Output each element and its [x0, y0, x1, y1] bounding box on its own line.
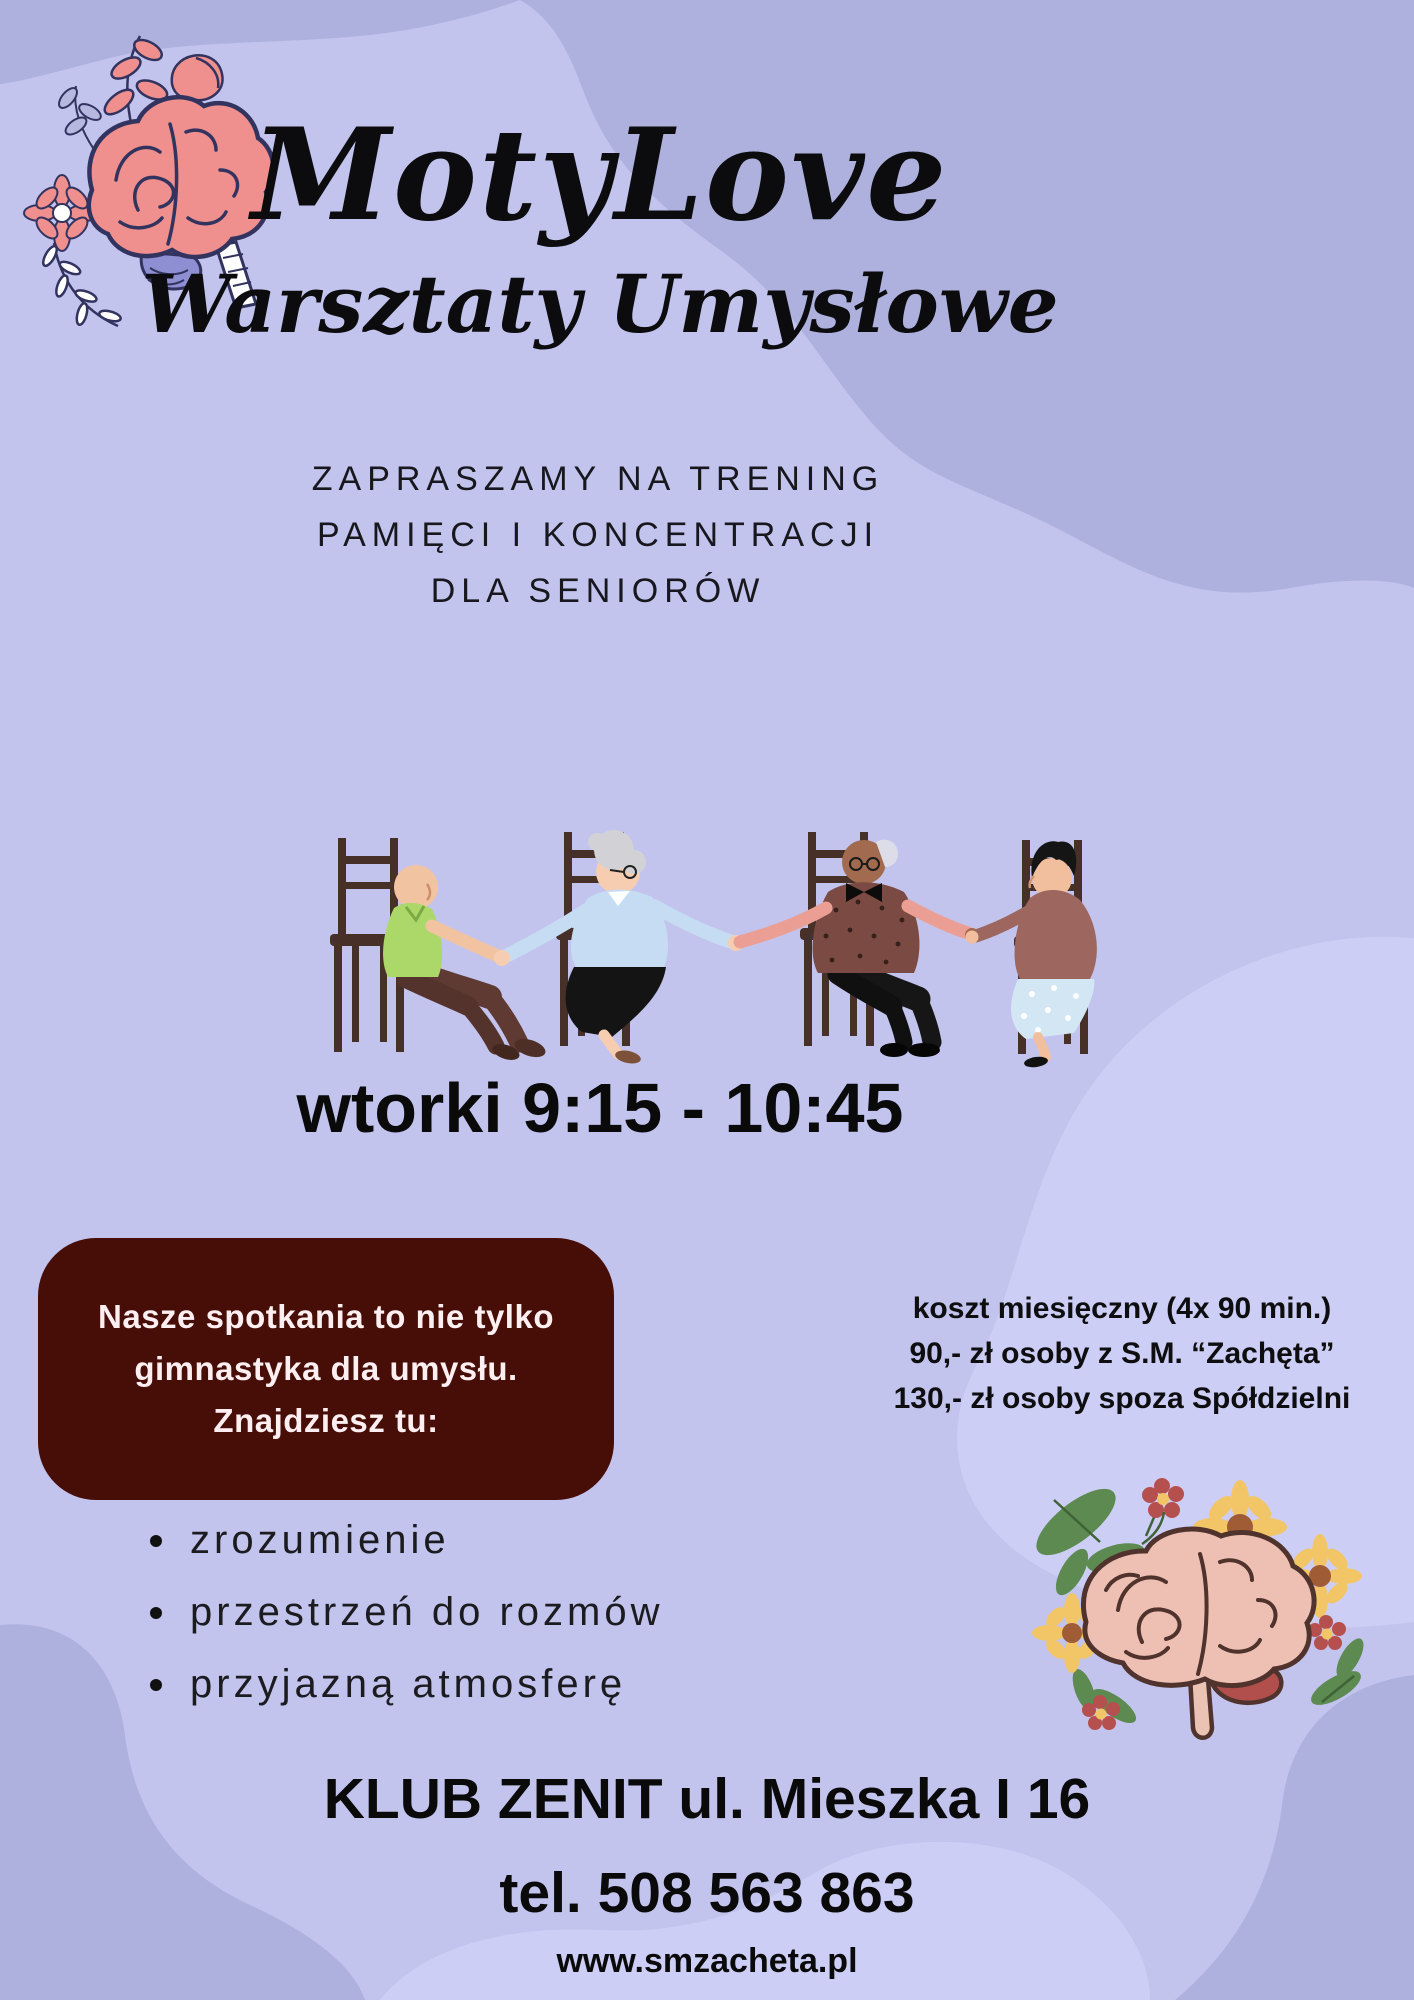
person-grey-haired-woman [494, 830, 744, 1066]
invitation-line-2: PAMIĘCI I KONCENTRACJI [316, 516, 880, 554]
highlight-line-2: gimnastyka dla umysłu. [134, 1350, 518, 1387]
highlight-box [38, 1238, 614, 1500]
poster-title: MotyLove [251, 101, 949, 249]
bullet-icon [150, 1607, 162, 1619]
benefit-label: przyjazną atmosferę [190, 1662, 627, 1706]
invitation-line-3: DLA SENIORÓW [430, 572, 766, 610]
bullet-icon [150, 1679, 162, 1691]
pricing-line-2: 90,- zł osoby z S.M. “Zachęta” [909, 1337, 1335, 1370]
venue-address: KLUB ZENIT ul. Mieszka I 16 [323, 1767, 1091, 1831]
website-url: www.smzacheta.pl [556, 1942, 858, 1980]
pricing-line-3: 130,- zł osoby spoza Spółdzielni [893, 1382, 1351, 1415]
list-item [150, 1662, 663, 1707]
brain-flowers-bottom-illustration [1014, 1450, 1414, 1776]
person-bald-man [383, 865, 548, 1063]
phone-number: tel. 508 563 863 [499, 1861, 915, 1925]
benefits-list [150, 1518, 663, 1734]
benefit-label: przestrzeń do rozmów [190, 1590, 664, 1634]
invitation-text [0, 460, 1196, 628]
list-item [150, 1518, 663, 1563]
poster-subtitle: Warsztaty Umysłowe [141, 257, 1059, 351]
person-man-with-bowtie [740, 840, 979, 1057]
pricing-info [830, 1292, 1414, 1427]
bullet-icon [150, 1535, 162, 1547]
highlight-line-3: Znajdziesz tu: [213, 1402, 439, 1439]
list-item [150, 1590, 663, 1635]
headline [0, 101, 1200, 351]
schedule-text: wtorki 9:15 - 10:45 [296, 1069, 904, 1147]
invitation-line-1: ZAPRASZAMY NA TRENING [311, 460, 885, 498]
red-flower [1308, 1615, 1346, 1650]
highlight-line-1: Nasze spotkania to nie tylko [98, 1298, 554, 1335]
benefit-label: zrozumienie [190, 1518, 450, 1562]
pricing-line-1: koszt miesięczny (4x 90 min.) [912, 1292, 1332, 1325]
seniors-circle-illustration [266, 780, 1142, 1068]
